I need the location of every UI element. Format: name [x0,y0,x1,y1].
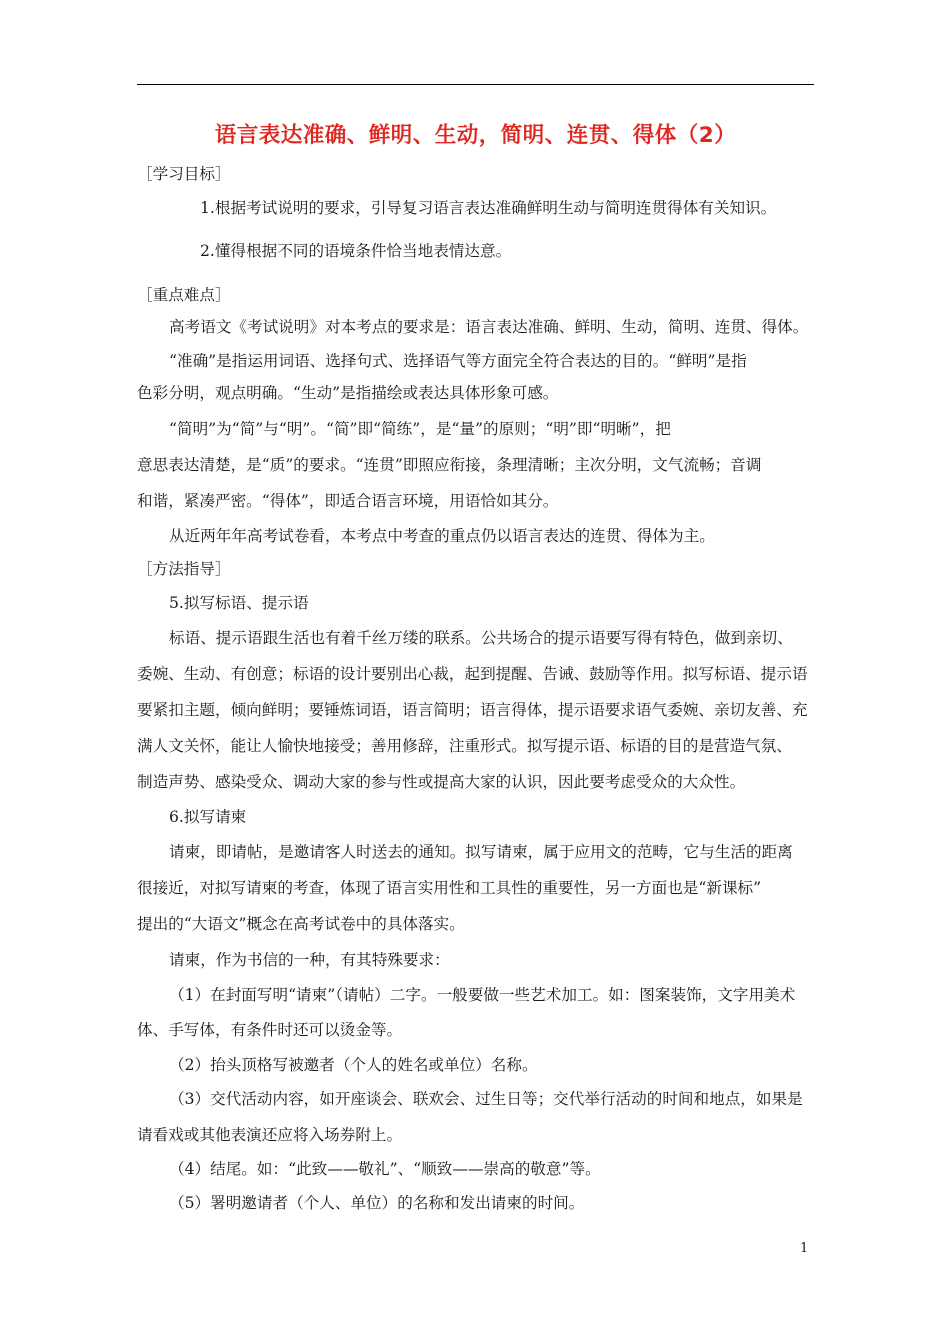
subsection-heading: 6.拟写请柬 [169,808,247,826]
list-item: （1）在封面写明“请柬”（请帖）二字。一般要做一些艺术加工。如：图案装饰，文字用美术 [169,986,796,1004]
paragraph-line: 高考语文《考试说明》对本考点的要求是：语言表达准确、鲜明、生动，简明、连贯、得体。 [169,318,809,336]
page-number: 1 [800,1241,809,1256]
paragraph-line: 标语、提示语跟生活也有着千丝万缕的联系。公共场合的提示语要写得有特色，做到亲切、 [169,629,793,647]
paragraph-line: 体、手写体，有条件时还可以烫金等。 [137,1021,403,1039]
header-rule [137,84,814,85]
list-item: （5）署明邀请者（个人、单位）的名称和发出请柬的时间。 [169,1194,585,1212]
list-item: （3）交代活动内容，如开座谈会、联欢会、过生日等；交代举行活动的时间和地点，如果是 [169,1090,803,1108]
subsection-heading: 5.拟写标语、提示语 [169,594,309,612]
paragraph-line: 要紧扣主题，倾向鲜明；要锤炼词语，语言简明；语言得体，提示语要求语气委婉、亲切友善、充 [137,701,808,719]
paragraph-line: 从近两年年高考试卷看，本考点中考查的重点仍以语言表达的连贯、得体为主。 [169,527,715,545]
list-item: （4）结尾。如：“此致——敬礼”、“顺致——崇高的敬意”等。 [169,1160,601,1178]
paragraph-line: 请柬，作为书信的一种，有其特殊要求： [169,951,450,969]
paragraph-line: 请看戏或其他表演还应将入场券附上。 [137,1126,403,1144]
paragraph-line: 和谐，紧凑严密。“得体”，即适合语言环境，用语恰如其分。 [137,492,559,510]
paragraph-line: 请柬，即请帖，是邀请客人时送去的通知。拟写请柬，属于应用文的范畴，它与生活的距离 [169,843,793,861]
paragraph-line: “简明”为“简”与“明”。“简”即“简练”，是“量”的原则；“明”即“明晰”，把 [169,420,671,438]
paragraph-line: 意思表达清楚，是“质”的要求。“连贯”即照应衔接，条理清晰；主次分明，文气流畅；音调 [137,456,762,474]
paragraph-line: 1.根据考试说明的要求，引导复习语言表达准确鲜明生动与简明连贯得体有关知识。 [200,199,777,217]
paragraph-line: “准确”是指运用词语、选择句式、选择语气等方面完全符合表达的目的。“鲜明”是指 [169,352,747,370]
section-heading-keypoints: ［重点难点］ [137,286,231,304]
paragraph-line: 制造声势、感染受众、调动大家的参与性或提高大家的认识，因此要考虑受众的大众性。 [137,773,746,791]
paragraph-line: 委婉、生动、有创意；标语的设计要别出心裁，起到提醒、告诫、鼓励等作用。拟写标语、提示语 [137,665,808,683]
paragraph-line: 很接近，对拟写请柬的考查，体现了语言实用性和工具性的重要性，另一方面也是“新课标” [137,879,762,897]
paragraph-line: 满人文关怀，能让人愉快地接受；善用修辞，注重形式。拟写提示语、标语的目的是营造气氛、 [137,737,792,755]
paragraph-line: 2.懂得根据不同的语境条件恰当地表情达意。 [200,242,512,260]
section-heading-goals: ［学习目标］ [137,165,231,183]
paragraph-line: 提出的“大语文”概念在高考试卷中的具体落实。 [137,915,465,933]
paragraph-line: 色彩分明，观点明确。“生动”是指描绘或表达具体形象可感。 [137,384,559,402]
section-heading-methods: ［方法指导］ [137,560,231,578]
list-item: （2）抬头顶格写被邀者（个人的姓名或单位）名称。 [169,1056,538,1074]
document-title: 语言表达准确、鲜明、生动，简明、连贯、得体（2） [214,123,737,148]
